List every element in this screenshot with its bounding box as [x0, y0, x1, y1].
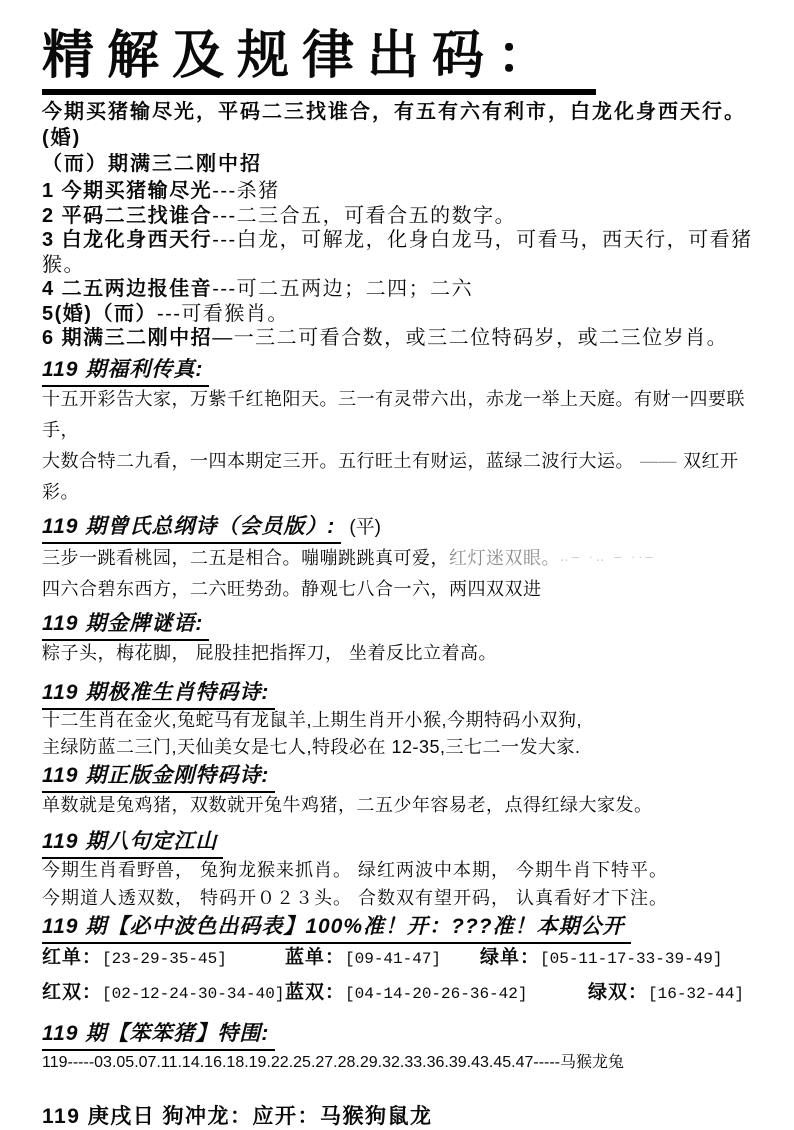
table-cell [480, 941, 722, 976]
poem-text: 大数合特二九看，一四本期定三开。五行旺土有财运，蓝绿二波行大运。 [42, 450, 634, 471]
print-artifact: ‥– ·‥ – ··– [560, 548, 656, 564]
section-heading: 119 期极准生肖特码诗: [42, 678, 275, 710]
poem-text: 双红开彩。 [42, 450, 739, 502]
wave-label: 红单： [42, 946, 103, 968]
rule-lead: 5(婚)（而） [42, 302, 157, 325]
section-baju-dingjiangshan [42, 827, 774, 912]
wave-numbers: [16-32-44] [648, 984, 745, 1003]
section-heading-row [42, 761, 774, 790]
section-heading: 119 期【必中波色出码表】100%准！开：???准！本期公开 [42, 912, 631, 944]
table-cell [42, 941, 285, 976]
rule-lead: 1 今期买猪输尽光 [42, 180, 213, 202]
rule-rest: ---白龙，可解龙，化身白龙马，可看马，西天行，可看猪猴。 [42, 229, 753, 276]
rule-lead: 3 白龙化身西天行 [42, 229, 213, 251]
table-row [42, 941, 774, 976]
rule-rest: ---二三合五，可看合五的数字。 [212, 204, 517, 227]
rule-lead: 4 二五两边报佳音 [42, 278, 213, 300]
section-zengshi-zonggang [42, 512, 774, 605]
poem-line: 主绿防蓝二三门,天仙美女是七人,特段必在 12-35,三七二一发大家. [42, 736, 581, 757]
section-heading: 119 期金牌谜语: [42, 609, 209, 641]
poem-line: 粽子头，梅花脚， 屁股挂把指挥刀， 坐着反比立着高。 [42, 642, 497, 663]
section-heading: 119 期正版金刚特码诗: [42, 761, 275, 793]
table-cell [42, 976, 285, 1011]
section-body [42, 638, 774, 669]
section-zhengban-jingang [42, 761, 774, 821]
poem-line: 今期道人透双数， 特码开０２３头。 合数双有望开码， 认真看好才下注。 [42, 887, 668, 908]
rule-rest: ---杀猪 [212, 180, 280, 202]
section-heading-row [42, 827, 774, 856]
wave-label: 蓝双： [285, 981, 346, 1003]
section-heading-row [42, 609, 774, 638]
rule-item [42, 204, 774, 229]
section-benben-tewei [42, 1019, 774, 1078]
page-title: 精解及规律出码： [42, 30, 596, 95]
poem-line: 今期生肖看野兽， 兔狗龙猴来抓肖。 绿红两波中本期， 今期牛肖下特平。 [42, 859, 668, 880]
section-body [42, 707, 774, 761]
section-heading: 119 期曾氏总纲诗（会员版）: [42, 512, 341, 544]
section-bose-table [42, 912, 774, 1011]
rule-item [42, 302, 774, 327]
section-heading-row [42, 1019, 774, 1048]
footer-zodiac-line: 119 庚戌日 狗冲龙：应开：马猴狗鼠龙 [42, 1104, 433, 1128]
wave-label: 绿双： [588, 981, 649, 1003]
rules-list [42, 179, 774, 351]
faded-text: 红灯迷双眼。 [449, 547, 560, 568]
intro-paragraph [42, 99, 774, 177]
rule-item [42, 179, 774, 204]
table-row [42, 976, 774, 1011]
section-heading-row [42, 678, 774, 707]
section-body [42, 856, 774, 912]
special-numbers-line: 119-----03.05.07.11.14.16.18.19.22.25.27.28.29.32.33.36.39.43.45.47-----马猴龙兔 [42, 1053, 625, 1071]
section-body [42, 790, 774, 821]
section-heading-row [42, 512, 774, 541]
wave-numbers: [05-11-17-33-39-49] [540, 949, 723, 968]
section-heading-row [42, 912, 774, 941]
section-heading: 119 期八句定江山 [42, 827, 223, 859]
section-body [42, 541, 774, 605]
poem-line [42, 541, 774, 574]
rule-rest: ---可二五两边；二四；二六 [212, 278, 474, 300]
wave-label: 红双： [42, 981, 103, 1003]
section-heading: 119 期【笨笨猪】特围: [42, 1019, 275, 1051]
dash-mark: —— [640, 450, 677, 471]
section-heading: 119 期福利传真: [42, 355, 209, 387]
wave-numbers: [04-14-20-26-36-42] [345, 984, 528, 1003]
wave-label: 绿单： [480, 946, 541, 968]
section-body [42, 384, 774, 508]
rule-lead: 2 平码二三找谁合 [42, 204, 213, 227]
title-row [42, 27, 774, 99]
rule-item [42, 228, 774, 277]
wave-numbers: [23-29-35-45] [102, 949, 227, 968]
rule-rest: ---可看猴肖。 [156, 302, 289, 325]
poem-line: 十二生肖在金火,兔蛇马有龙鼠羊,上期生肖开小猴,今期特码小双狗, [42, 709, 583, 730]
table-cell [285, 976, 588, 1011]
poem-line: 单数就是兔鸡猪，双数就开兔牛鸡猪，二五少年容易老，点得红绿大家发。 [42, 794, 653, 815]
heading-note: (平) [349, 516, 381, 538]
rule-lead: 6 期满三二刚中招 [42, 327, 213, 349]
section-heading-row [42, 355, 774, 384]
poem-line: 四六合碧东西方，二六旺势劲。静观七八合一六，两四双双进 [42, 578, 542, 599]
section-fuli-chuanzhen [42, 355, 774, 508]
table-cell [285, 941, 480, 976]
rule-rest: —一三二可看合数，或三二位特码岁，或二三位岁肖。 [212, 327, 729, 349]
poem-text: 三步一跳看桃园，二五是相合。嘣嘣跳跳真可爱， [42, 547, 449, 568]
poem-line [42, 446, 774, 508]
rule-item [42, 277, 774, 302]
wave-numbers: [02-12-24-30-34-40] [102, 984, 285, 1003]
wave-numbers: [09-41-47] [345, 949, 442, 968]
wave-label: 蓝单： [285, 946, 346, 968]
table-cell [588, 976, 744, 1011]
intro-line: （而）期满三二刚中招 [42, 153, 262, 175]
bose-table [42, 941, 774, 1011]
rule-item [42, 326, 774, 351]
section-jizhun-shengxiao [42, 678, 774, 761]
poem-line: 十五开彩告大家，万紫千红艳阳天。三一有灵带六出，赤龙一举上天庭。有财一四要联手， [42, 388, 745, 440]
intro-line: 今期买猪输尽光，平码二三找谁合，有五有六有利市，白龙化身西天行。(婚) [42, 101, 746, 149]
section-jinpai-miyu [42, 609, 774, 669]
